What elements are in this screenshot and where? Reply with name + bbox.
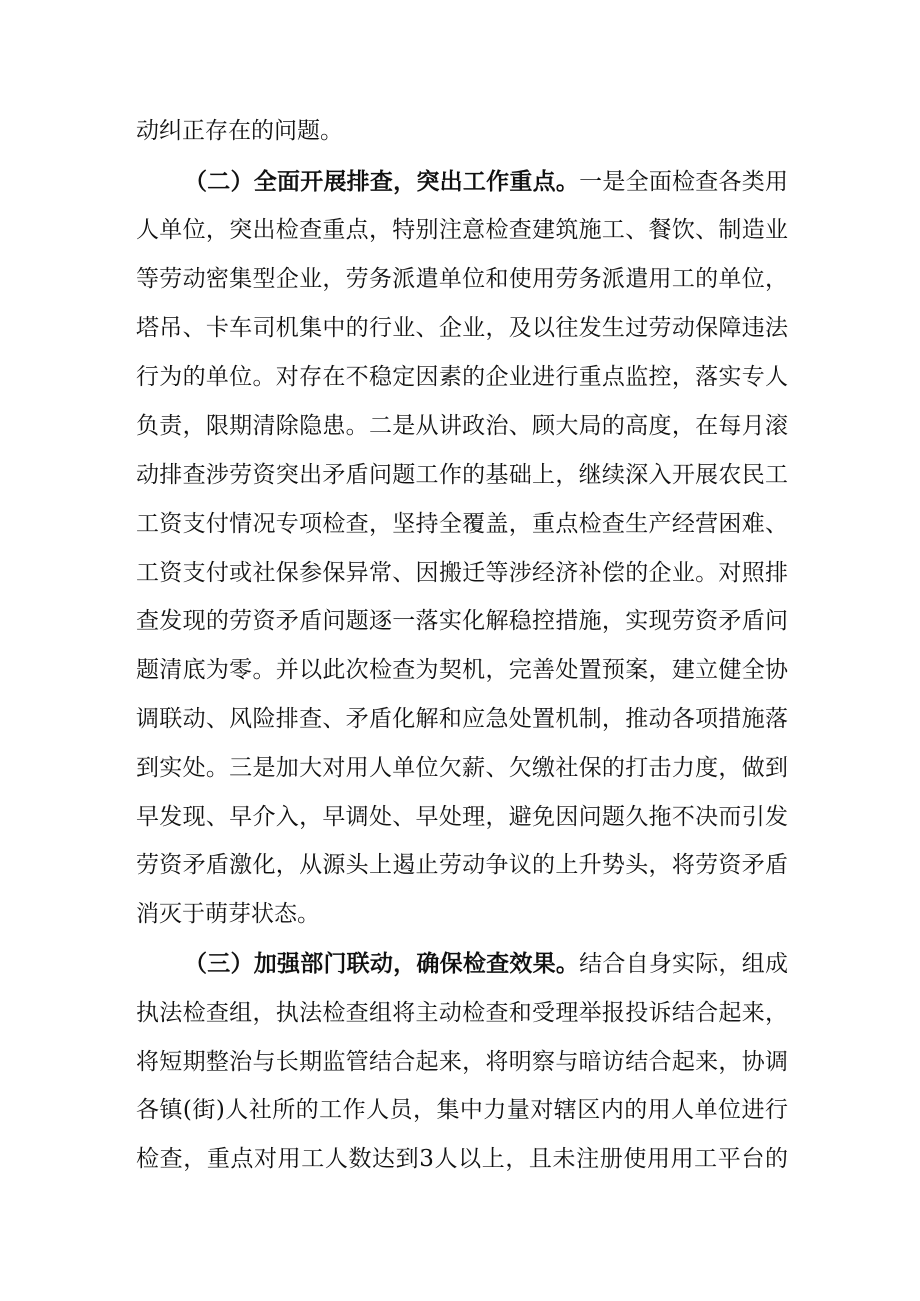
section-heading-line [184, 167, 788, 197]
line-text: 人单位，突出检查重点，特别注意检查建筑施工、餐饮、制造业 [136, 217, 788, 243]
line-text: 执法检查组，执法检查组将主动检查和受理举报投诉结合起来， [136, 1000, 788, 1026]
line-text: 题清底为零。并以此次检查为契机，完善处置预案，建立健全协 [136, 657, 788, 683]
paragraph-line [136, 215, 788, 245]
line-text: 结合自身实际，组成 [579, 951, 789, 977]
paragraph-line [136, 802, 788, 832]
line-text: 行为的单位。对存在不稳定因素的企业进行重点监控，落实专人 [136, 364, 788, 390]
paragraph-line [136, 704, 788, 734]
paragraph-line [136, 460, 788, 490]
paragraph-line [136, 998, 788, 1028]
paragraph-line [136, 850, 788, 880]
line-text: 各镇(街)人社所的工作人员，集中力量对辖区内的用人单位进行 [136, 1097, 788, 1123]
paragraph-line [136, 362, 788, 392]
line-text: 一是全面检查各类用 [579, 169, 789, 195]
paragraph-line [136, 1095, 788, 1125]
line-text: 查发现的劳资矛盾问题逐一落实化解稳控措施，实现劳资矛盾问 [136, 608, 788, 634]
line-text: 劳资矛盾激化，从源头上遏止劳动争议的上升势头，将劳资矛盾 [136, 852, 788, 878]
paragraph-line [136, 116, 788, 146]
line-text: 工资支付或社保参保异常、因搬迁等涉经济补偿的企业。对照排 [136, 560, 788, 586]
line-text: 塔吊、卡车司机集中的行业、企业，及以往发生过劳动保障违法 [136, 315, 788, 341]
line-text: 等劳动密集型企业，劳务派遣单位和使用劳务派遣用工的单位， [136, 266, 788, 292]
paragraph-line [136, 509, 788, 539]
line-text: 调联动、风险排查、矛盾化解和应急处置机制，推动各项措施落 [136, 706, 788, 732]
paragraph-line [136, 606, 788, 636]
line-text: 消灭于萌芽状态。 [136, 901, 320, 927]
paragraph-line [136, 313, 788, 343]
paragraph-line [136, 411, 788, 441]
line-text: 将短期整治与长期监管结合起来，将明察与暗访结合起来，协调 [136, 1049, 788, 1075]
line-text: 检查，重点对用工人数达到3人以上，且未注册使用用工平台的 [136, 1146, 788, 1172]
section-heading-line [184, 949, 788, 979]
line-text: 早发现、早介入，早调处、早处理，避免因问题久拖不决而引发 [136, 804, 788, 830]
paragraph-line [136, 899, 788, 929]
paragraph-line [136, 655, 788, 685]
paragraph-line [136, 753, 788, 783]
paragraph-line [136, 558, 788, 588]
paragraph-line [136, 1144, 788, 1174]
line-text: 动排查涉劳资突出矛盾问题工作的基础上，继续深入开展农民工 [136, 462, 788, 488]
line-text: 到实处。三是加大对用人单位欠薪、欠缴社保的打击力度，做到 [136, 755, 788, 781]
paragraph-line [136, 1047, 788, 1077]
line-text: 工资支付情况专项检查，坚持全覆盖，重点检查生产经营困难、 [136, 511, 788, 537]
paragraph-line [136, 264, 788, 294]
section-heading: （二）全面开展排查，突出工作重点。 [184, 168, 580, 195]
line-text: 动纠正存在的问题。 [136, 118, 343, 144]
line-text: 负责，限期清除隐患。二是从讲政治、顾大局的高度，在每月滚 [136, 413, 788, 439]
section-heading: （三）加强部门联动，确保检查效果。 [184, 950, 580, 977]
